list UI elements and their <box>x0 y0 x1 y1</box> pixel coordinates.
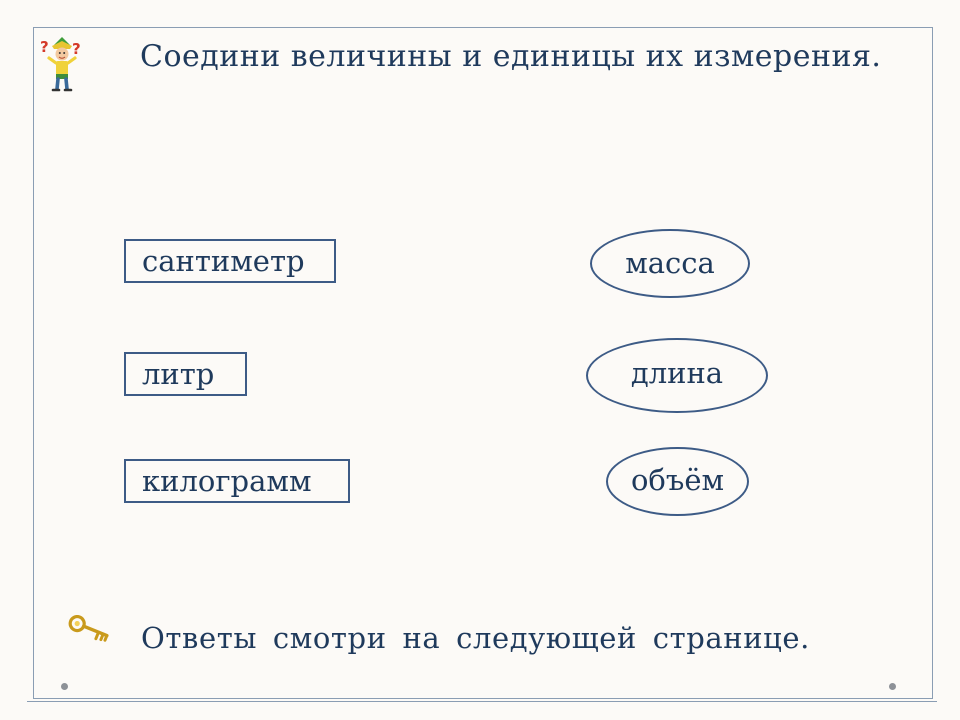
bottom-divider <box>27 701 937 702</box>
quantity-oval-length[interactable]: длина <box>586 338 768 413</box>
svg-text:?: ? <box>40 38 49 56</box>
svg-text:?: ? <box>72 40 81 58</box>
key-icon[interactable] <box>64 615 110 653</box>
right-nav-dot <box>889 683 896 690</box>
task-instruction: Соедини величины и единицы их измерения. <box>140 39 882 74</box>
unit-card-liter[interactable]: литр <box>124 352 247 396</box>
quantity-oval-mass[interactable]: масса <box>590 229 750 298</box>
left-nav-dot <box>61 683 68 690</box>
unit-card-kilogram[interactable]: килограмм <box>124 459 350 503</box>
quantity-oval-volume[interactable]: объём <box>606 447 749 516</box>
answers-note: Ответы смотри на следующей странице. <box>141 621 810 655</box>
unit-card-centimeter[interactable]: сантиметр <box>124 239 336 283</box>
